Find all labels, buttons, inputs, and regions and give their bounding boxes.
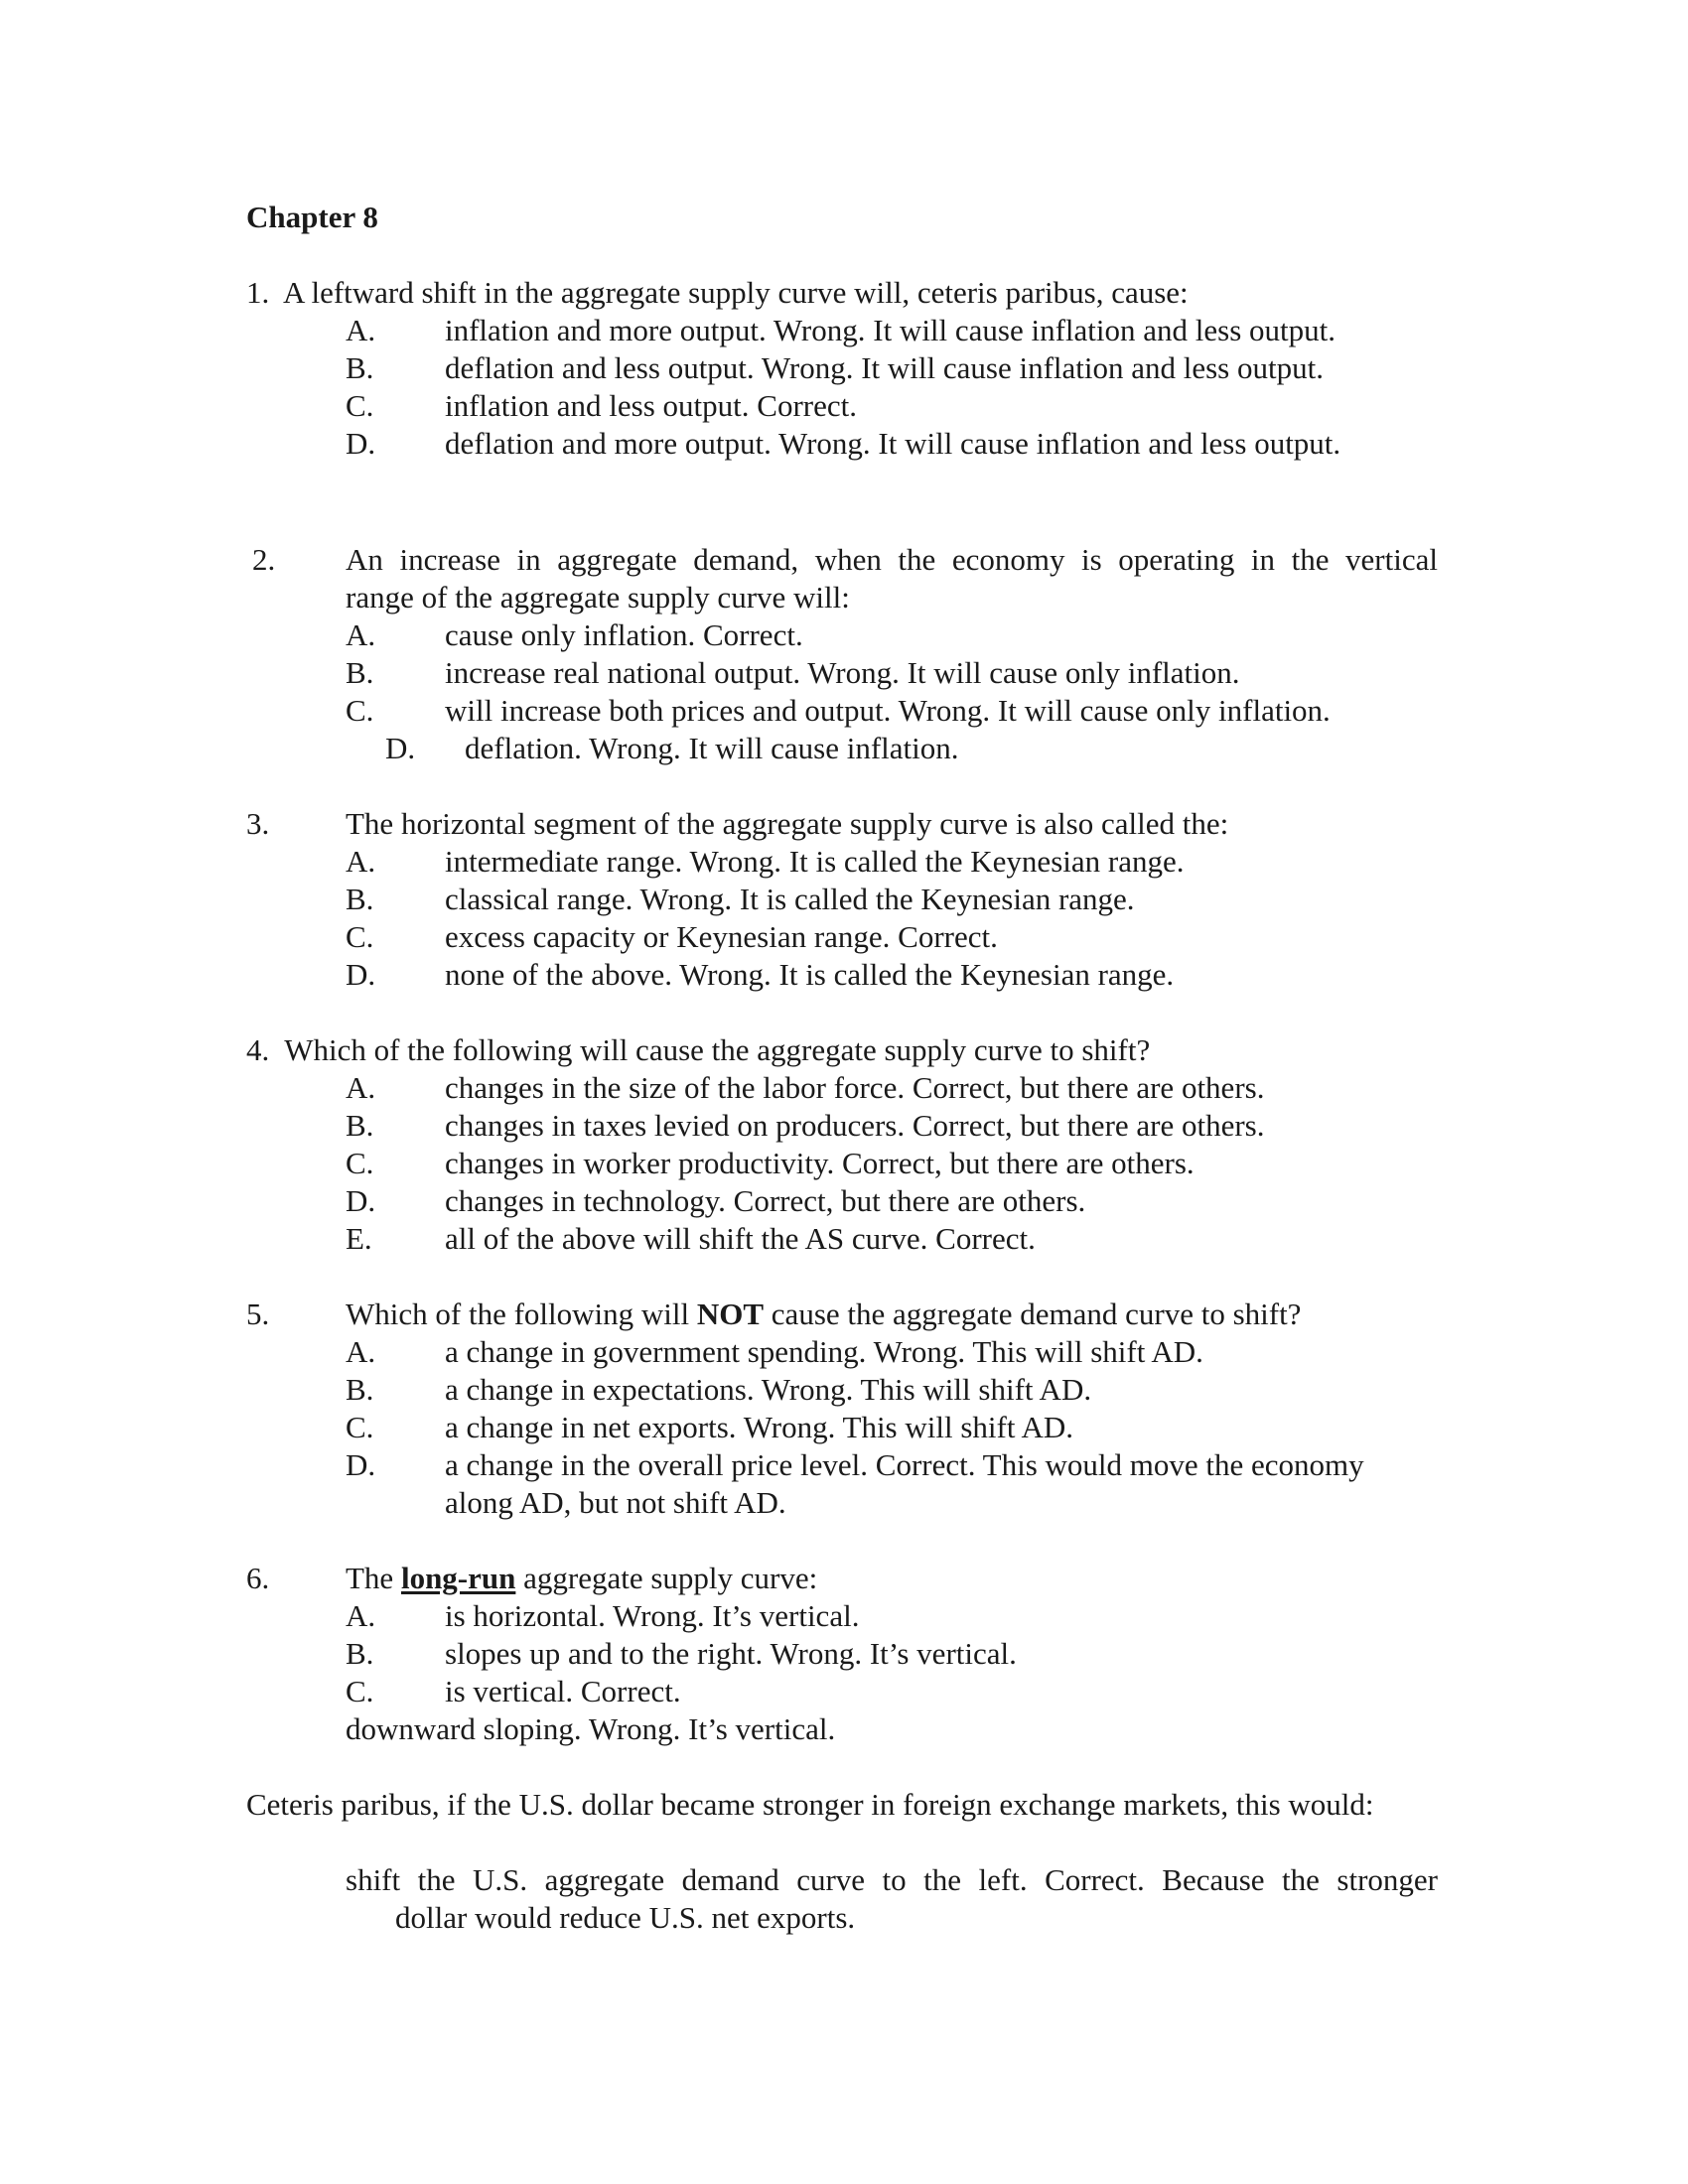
option-4b-text: changes in taxes levied on producers. Correct, but there are others. <box>445 1108 1265 1143</box>
option-3d-text: none of the above. Wrong. It is called the Keynesian range. <box>445 957 1175 992</box>
option-3a-text: intermediate range. Wrong. It is called the Keynesian range. <box>445 844 1185 879</box>
option-3c-text: excess capacity or Keynesian range. Correct. <box>445 919 998 954</box>
stem-text: cause the aggregate demand curve to shift? <box>764 1297 1302 1331</box>
option-6c: C. <box>346 1674 374 1708</box>
option-3c: C. <box>346 919 374 954</box>
question-2-stem-line2: range of the aggregate supply curve will: <box>346 580 850 614</box>
question-3-number: 3. <box>246 806 270 841</box>
option-2b: B. <box>346 655 374 690</box>
option-2c: C. <box>346 693 374 728</box>
option-4e: E. <box>346 1221 372 1256</box>
option-2d: D. <box>385 731 416 765</box>
option-letter: B. <box>346 350 374 385</box>
option-1d <box>346 425 375 463</box>
option-4c-text: changes in worker productivity. Correct, but there are others. <box>445 1146 1195 1180</box>
option-3a: A. <box>346 844 376 879</box>
option-5b-text: a change in expectations. Wrong. This will shift AD. <box>445 1372 1092 1407</box>
question-6-number: 6. <box>246 1561 270 1595</box>
question-1 <box>246 274 1189 312</box>
option-6c-text: is vertical. Correct. <box>445 1674 681 1708</box>
option-6b: B. <box>346 1636 374 1671</box>
question-2-number: 2. <box>252 542 276 577</box>
option-letter: C. <box>346 388 374 423</box>
chapter-title: Chapter 8 <box>246 200 378 234</box>
option-1d-text: deflation and more output. Wrong. It will cause inflation and less output. <box>445 426 1341 461</box>
option-3d: D. <box>346 957 376 992</box>
question-5-stem <box>346 1296 1301 1333</box>
option-1a-text: inflation and more output. Wrong. It will cause inflation and less output. <box>445 313 1336 347</box>
question-number: 4. <box>246 1032 270 1067</box>
question-3-stem: The horizontal segment of the aggregate supply curve is also called the: <box>346 806 1229 841</box>
question-2-stem-line1: An increase in aggregate demand, when the economy is operating in the vertical <box>346 542 1438 577</box>
option-5c: C. <box>346 1410 374 1444</box>
question-stem: A leftward shift in the aggregate supply curve will, ceteris paribus, cause: <box>283 275 1189 310</box>
option-6-unlabeled: downward sloping. Wrong. It’s vertical. <box>346 1711 836 1746</box>
stem-emphasis: NOT <box>696 1297 765 1331</box>
option-1b-text: deflation and less output. Wrong. It will cause inflation and less output. <box>445 350 1324 385</box>
option-4b: B. <box>346 1108 374 1143</box>
option-6a: A. <box>346 1598 376 1633</box>
option-4a: A. <box>346 1070 376 1105</box>
stem-emphasis: long-run <box>400 1561 516 1595</box>
option-5d-continuation: along AD, but not shift AD. <box>445 1485 786 1520</box>
stem-text: aggregate supply curve: <box>515 1561 818 1595</box>
stem-text: Which of the following will <box>346 1297 697 1331</box>
option-1a <box>346 312 375 349</box>
option-1b <box>346 349 373 387</box>
question-4 <box>246 1031 1150 1069</box>
option-4c: C. <box>346 1146 374 1180</box>
option-6b-text: slopes up and to the right. Wrong. It’s vertical. <box>445 1636 1017 1671</box>
option-letter: D. <box>346 426 376 461</box>
question-5-number: 5. <box>246 1297 270 1331</box>
option-6a-text: is horizontal. Wrong. It’s vertical. <box>445 1598 860 1633</box>
option-3b: B. <box>346 882 374 916</box>
option-1c-text: inflation and less output. Correct. <box>445 388 857 423</box>
option-1c <box>346 387 373 425</box>
option-2c-text: will increase both prices and output. Wrong. It will cause only inflation. <box>445 693 1331 728</box>
option-5d: D. <box>346 1447 376 1482</box>
question-7-answer-line1: shift the U.S. aggregate demand curve to the left. Correct. Because the stronger <box>346 1862 1438 1897</box>
option-4d: D. <box>346 1183 376 1218</box>
option-3b-text: classical range. Wrong. It is called the Keynesian range. <box>445 882 1135 916</box>
option-2b-text: increase real national output. Wrong. It will cause only inflation. <box>445 655 1240 690</box>
option-4a-text: changes in the size of the labor force. Correct, but there are others. <box>445 1070 1265 1105</box>
question-6-stem <box>346 1560 817 1597</box>
option-5c-text: a change in net exports. Wrong. This will shift AD. <box>445 1410 1074 1444</box>
option-2a-text: cause only inflation. Correct. <box>445 617 803 652</box>
option-5d-text: a change in the overall price level. Correct. This would move the economy <box>445 1447 1364 1482</box>
option-5b: B. <box>346 1372 374 1407</box>
question-7-stem: Ceteris paribus, if the U.S. dollar became stronger in foreign exchange markets, this would: <box>246 1787 1374 1822</box>
option-4d-text: changes in technology. Correct, but there are others. <box>445 1183 1086 1218</box>
question-stem: Which of the following will cause the aggregate supply curve to shift? <box>284 1032 1151 1067</box>
option-2d-text: deflation. Wrong. It will cause inflation. <box>465 731 959 765</box>
option-5a-text: a change in government spending. Wrong. This will shift AD. <box>445 1334 1203 1369</box>
option-letter: A. <box>346 313 376 347</box>
stem-text: The <box>346 1561 401 1595</box>
question-number: 1. <box>246 275 270 310</box>
question-7-answer-line2: dollar would reduce U.S. net exports. <box>395 1900 856 1935</box>
option-5a: A. <box>346 1334 376 1369</box>
option-2a: A. <box>346 617 376 652</box>
option-4e-text: all of the above will shift the AS curve. Correct. <box>445 1221 1036 1256</box>
